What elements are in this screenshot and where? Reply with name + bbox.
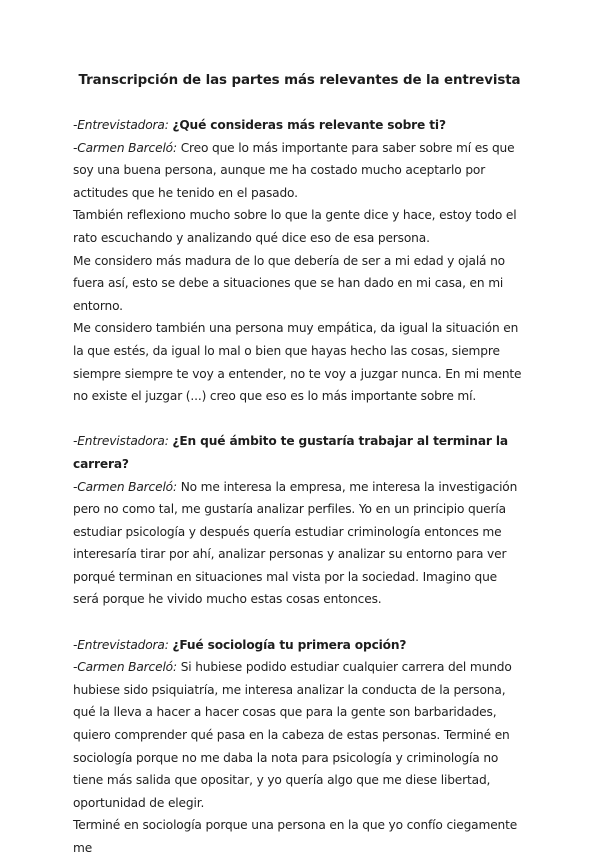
question-text: ¿En qué ámbito te gustaría trabajar al terminar la carrera? — [73, 434, 508, 471]
answer-text: No me interesa la empresa, me interesa la investigación pero no como tal, me gustaría analizar perfiles. Yo en un principio quería estudiar psicología y después quería estudiar criminología entonces me interesaría tirar por ahí, analizar personas y analizar su entorno para ver porqué terminan en situaciones mal vista por la sociedad. Imagino que será porque he vivido mucho estas cosas entonces. — [73, 479, 518, 607]
interviewer-question — [73, 430, 526, 475]
document-body — [73, 114, 526, 860]
answer-paragraph: Terminé en sociología porque una persona en la que yo confío ciegamente me — [73, 818, 518, 855]
interviewer-question — [73, 634, 526, 657]
answer-text: Si hubiese podido estudiar cualquier carrera del mundo hubiese sido psiquiatría, me interesa analizar la conducta de la persona, qué la lleva a hacer a hacer cosas que para la gente son barbaridades, quiero comprender qué pasa en la cabeza de estas personas. Terminé en sociología porque no me daba la nota para psicología y criminología no tiene más salida que opositar, y yo quería algo que me diese libertad, oportunidad de elegir. — [73, 660, 512, 810]
interviewee-answer — [73, 476, 526, 612]
interviewer-label: -Entrevistadora: — [73, 118, 169, 132]
interviewer-label: -Entrevistadora: — [73, 434, 169, 449]
section-spacer — [73, 611, 526, 634]
interviewee-answer — [73, 656, 526, 814]
answer-paragraph: También reflexiono mucho sobre lo que la gente dice y hace, estoy todo el rato escuchando y analizando qué dice eso de esa persona. — [73, 208, 517, 245]
section-spacer — [73, 408, 526, 431]
answer-text: Creo que lo más importante para saber sobre mí es que soy una buena persona, aunque me ha costado mucho aceptarlo por actitudes que he tenido en el pasado. — [73, 140, 515, 200]
answer-paragraph: Me considero también una persona muy empática, da igual la situación en la que estés, da igual lo mal o bien que hayas hecho las cosas, siempre siempre siempre te voy a entender, no te voy a juzgar nunca. En mi mente no existe el juzgar (...) creo que eso es lo más importante sobre mí. — [73, 321, 522, 404]
interviewer-label: -Entrevistadora: — [73, 637, 169, 652]
document-title: Transcripción de las partes más relevantes de la entrevista — [78, 73, 521, 88]
question-text: ¿Qué consideras más relevante sobre ti? — [172, 118, 446, 132]
answer-paragraph: Me considero más madura de lo que debería de ser a mi edad y ojalá no fuera así, esto se debe a situaciones que se han dado en mi casa, en mi entorno. — [73, 253, 505, 313]
interviewee-label: -Carmen Barceló: — [73, 660, 177, 675]
interviewee-label: -Carmen Barceló: — [73, 479, 177, 494]
interviewer-question — [73, 114, 526, 137]
interviewee-label: -Carmen Barceló: — [73, 140, 177, 155]
question-text: ¿Fué sociología tu primera opción? — [172, 637, 407, 652]
interviewee-answer — [73, 137, 526, 205]
